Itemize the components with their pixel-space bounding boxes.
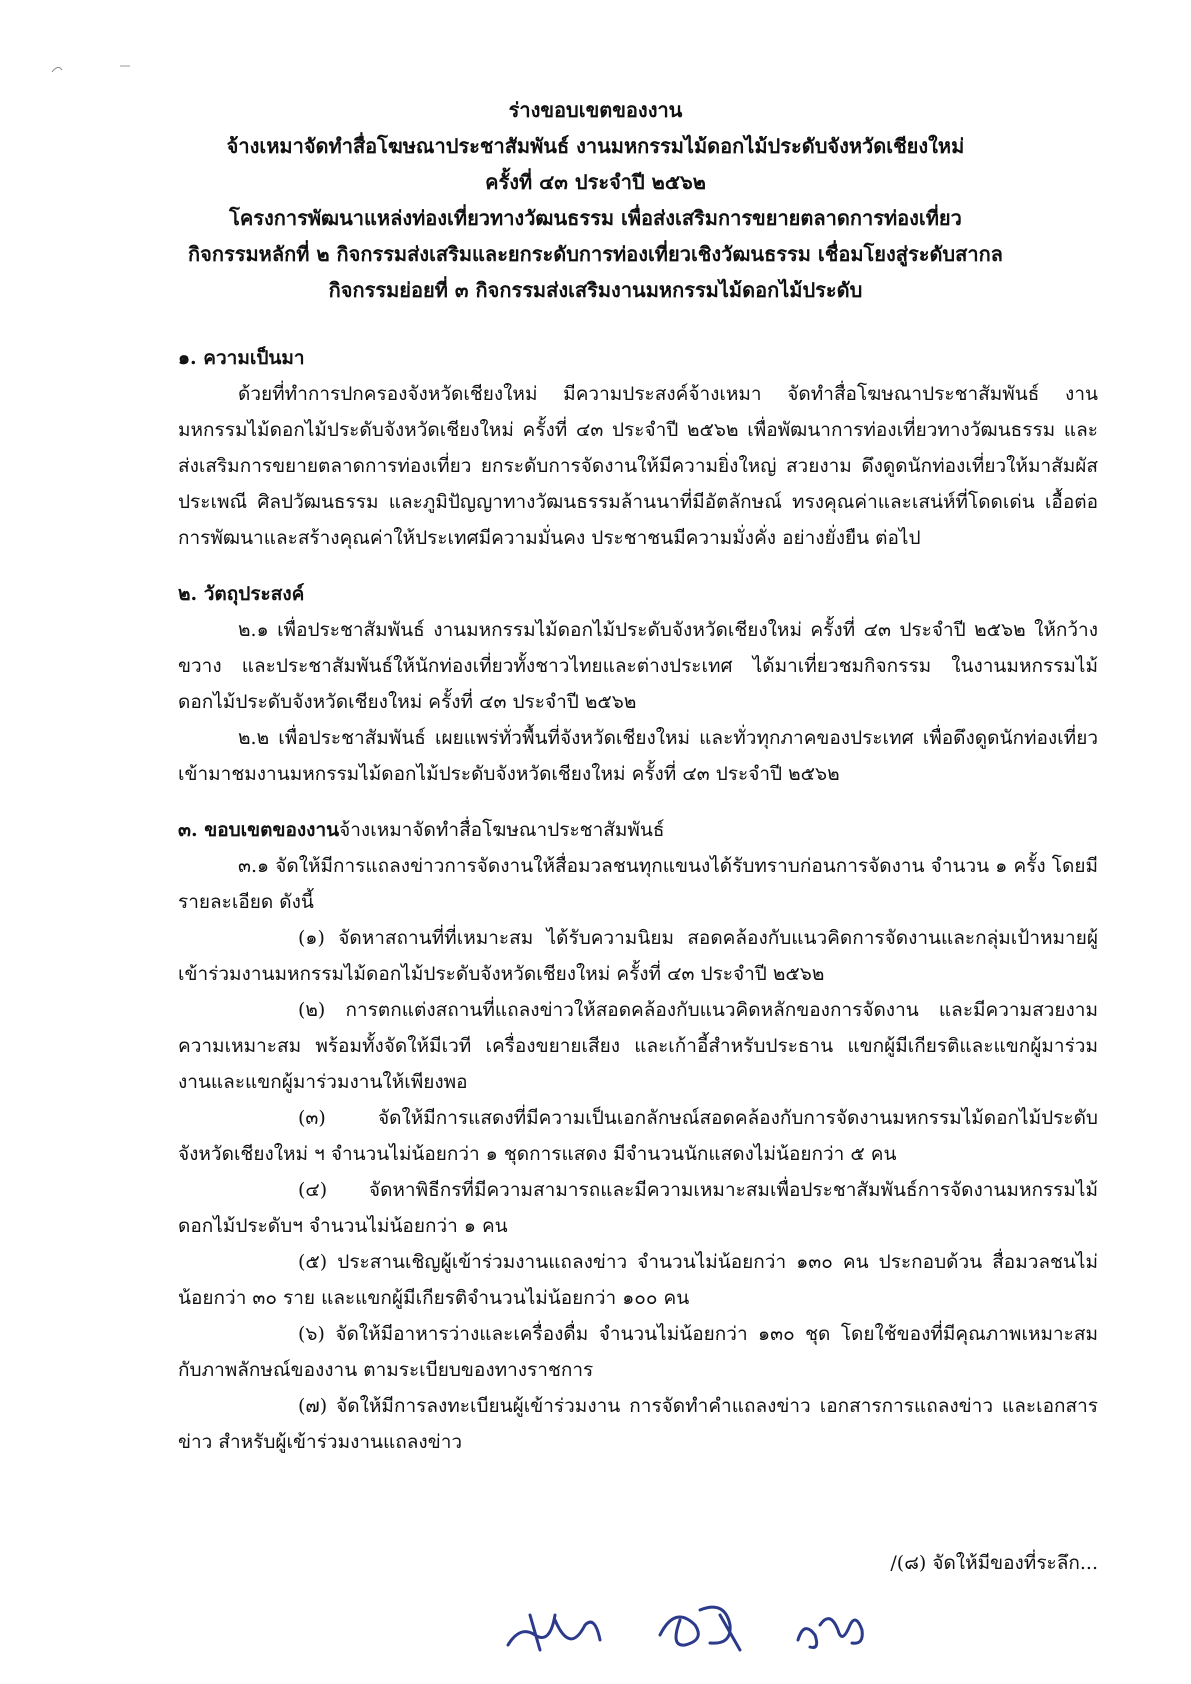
- scope-3-1: ๓.๑ จัดให้มีการแถลงข่าวการจัดงานให้สื่อมวลชนทุกแขนงได้รับทราบก่อนการจัดงาน จำนวน ๑ ครั้ง โดยมีรายละเอียด ดังนี้: [178, 855, 1098, 913]
- signature-3-icon: [790, 1595, 880, 1665]
- section-2-heading: ๒. วัตถุประสงค์: [178, 583, 305, 605]
- header-line-4: โครงการพัฒนาแหล่งท่องเที่ยวทางวัฒนธรรม เพื่อส่งเสริมการขยายตลาดการท่องเที่ยว: [229, 206, 962, 230]
- scope-item: (๖) จัดให้มีอาหารว่างและเครื่องดื่ม จำนวนไม่น้อยกว่า ๑๓๐ ชุด โดยใช้ของที่มีคุณภาพเหมาะสมกับภาพลักษณ์ของงาน ตามระเบียบของทางราชการ: [178, 1323, 1098, 1381]
- scope-item: (๗) จัดให้มีการลงทะเบียนผู้เข้าร่วมงาน การจัดทำคำแถลงข่าว เอกสารการแถลงข่าว และเอกสารข่าว สำหรับผู้เข้าร่วมงานแถลงข่าว: [178, 1395, 1098, 1453]
- section-1-paragraph: ด้วยที่ทำการปกครองจังหวัดเชียงใหม่ มีความประสงค์จ้างเหมา จัดทำสื่อโฆษณาประชาสัมพันธ์ งานมหกรรมไม้ดอกไม้ประดับจังหวัดเชียงใหม่ ครั้งที่ ๔๓ ประจำปี ๒๕๖๒ เพื่อพัฒนาการท่องเที่ยวทางวัฒนธรรม และส่งเสริมการขยายตลาดการท่องเที่ยว ยกระดับการจัดงานให้มีความยิ่งใหญ่ สวยงาม ดึงดูดนักท่องเที่ยวให้มาสัมผัสประเพณี ศิลปวัฒนธรรม และภูมิปัญญาทางวัฒนธรรมล้านนาที่มีอัตลักษณ์ ทรงคุณค่าและเสน่ห์ที่โดดเด่น เอื้อต่อการพัฒนาและสร้างคุณค่าให้ประเทศมีความมั่นคง ประชาชนมีความมั่งคั่ง อย่างยั่งยืน ต่อไป: [178, 383, 1098, 549]
- scope-item: (๑) จัดหาสถานที่ที่เหมาะสม ได้รับความนิยม สอดคล้องกับแนวคิดการจัดงานและกลุ่มเป้าหมายผู้เข้าร่วมงานมหกรรมไม้ดอกไม้ประดับจังหวัดเชียงใหม่ ครั้งที่ ๔๓ ประจำปี ๒๕๖๒: [178, 927, 1098, 985]
- header-line-5: กิจกรรมหลักที่ ๒ กิจกรรมส่งเสริมและยกระดับการท่องเที่ยวเชิงวัฒนธรรม เชื่อมโยงสู่ระดับสากล: [188, 242, 1003, 266]
- objective-2-1: ๒.๑ เพื่อประชาสัมพันธ์ งานมหกรรมไม้ดอกไม้ประดับจังหวัดเชียงใหม่ ครั้งที่ ๔๓ ประจำปี ๒๕๖๒ ให้กว้างขวาง และประชาสัมพันธ์ให้นักท่องเที่ยวทั้งชาวไทยและต่างประเทศ ได้มาเที่ยวชมกิจกรรม ในงานมหกรรมไม้ดอกไม้ประดับจังหวัดเชียงใหม่ ครั้งที่ ๔๓ ประจำปี ๒๕๖๒: [178, 619, 1098, 713]
- scope-item: (๒) การตกแต่งสถานที่แถลงข่าวให้สอดคล้องกับแนวคิดหลักของการจัดงาน และมีความสวยงามความเหมาะสม พร้อมทั้งจัดให้มีเวที เครื่องขยายเสียง และเก้าอี้สำหรับประธาน แขกผู้มีเกียรติและแขกผู้มาร่วมงานและแขกผู้มาร่วมงานให้เพียงพอ: [178, 999, 1098, 1093]
- section-background: [178, 340, 1098, 556]
- header-line-2: จ้างเหมาจัดทำสื่อโฆษณาประชาสัมพันธ์ งานมหกรรมไม้ดอกไม้ประดับจังหวัดเชียงใหม่: [226, 134, 965, 158]
- section-objectives: [178, 576, 1098, 792]
- section-1-heading: ๑. ความเป็นมา: [178, 347, 305, 369]
- objective-2-2: ๒.๒ เพื่อประชาสัมพันธ์ เผยแพร่ทั่วพื้นที่จังหวัดเชียงใหม่ และทั่วทุกภาคของประเทศ เพื่อดึงดูดนักท่องเที่ยวเข้ามาชมงานมหกรรมไม้ดอกไม้ประดับจังหวัดเชียงใหม่ ครั้งที่ ๔๓ ประจำปี ๒๕๖๒: [178, 727, 1098, 785]
- signature-1-icon: [500, 1595, 610, 1665]
- document-body: [178, 340, 1098, 1460]
- section-3-heading-bold: ๓. ขอบเขตของงาน: [178, 819, 340, 841]
- header-title: ร่างขอบเขตของงาน: [508, 98, 683, 122]
- document-header: [0, 92, 1191, 308]
- scope-item: (๔) จัดหาพิธีกรที่มีความสามารถและมีความเหมาะสมเพื่อประชาสัมพันธ์การจัดงานมหกรรมไม้ดอกไม้ประดับฯ จำนวนไม่น้อยกว่า ๑ คน: [178, 1179, 1098, 1237]
- continuation-note: /(๘) จัดให้มีของที่ระลึก...: [890, 1552, 1098, 1574]
- scope-item: (๓) จัดให้มีการแสดงที่มีความเป็นเอกลักษณ์สอดคล้องกับการจัดงานมหกรรมไม้ดอกไม้ประดับจังหวัดเชียงใหม่ ฯ จำนวนไม่น้อยกว่า ๑ ชุดการแสดง มีจำนวนนักแสดงไม่น้อยกว่า ๕ คน: [178, 1107, 1098, 1165]
- scan-mark-icon: [50, 58, 140, 78]
- section-scope: [178, 812, 1098, 1460]
- header-line-3: ครั้งที่ ๔๓ ประจำปี ๒๕๖๒: [485, 170, 706, 194]
- signature-2-icon: [650, 1595, 760, 1665]
- section-3-heading: [178, 812, 1098, 848]
- scope-item: (๕) ประสานเชิญผู้เข้าร่วมงานแถลงข่าว จำนวนไม่น้อยกว่า ๑๓๐ คน ประกอบด้วน สื่อมวลชนไม่น้อยกว่า ๓๐ ราย และแขกผู้มีเกียรติจำนวนไม่น้อยกว่า ๑๐๐ คน: [178, 1251, 1098, 1309]
- section-3-heading-rest: จ้างเหมาจัดทำสื่อโฆษณาประชาสัมพันธ์: [339, 819, 665, 841]
- header-line-6: กิจกรรมย่อยที่ ๓ กิจกรรมส่งเสริมงานมหกรรมไม้ดอกไม้ประดับ: [328, 278, 863, 302]
- signatures: [500, 1595, 930, 1665]
